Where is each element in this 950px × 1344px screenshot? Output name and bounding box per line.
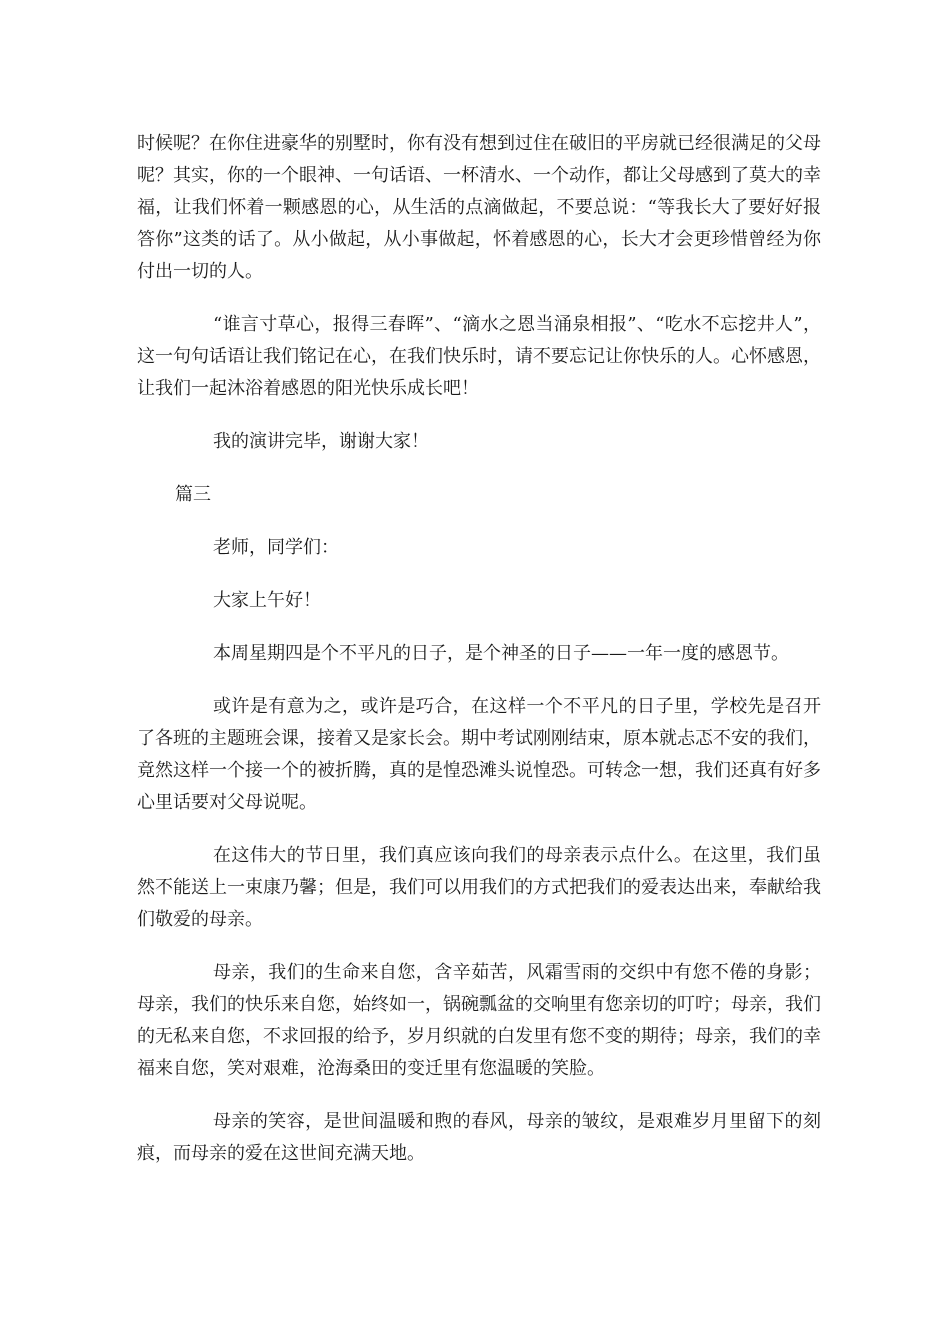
document-page — [137, 128, 821, 1191]
paragraph-body: 母亲，我们的生命来自您，含辛茹苦，风霜雪雨的交织中有您不倦的身影；母亲，我们的快乐来自您，始终如一，锅碗瓢盆的交响里有您亲切的叮咛；母亲，我们的无私来自您，不求回报的给予，岁月织就的白发里有您不变的期待；母亲，我们的幸福来自您，笑对艰难，沧海桑田的变迁里有您温暖的笑脸。 — [137, 962, 821, 1079]
paragraph-closing: 我的演讲完毕，谢谢大家！ — [213, 431, 429, 452]
paragraph-quotes: “谁言寸草心，报得三春晖”、“滴水之恩当涌泉相报”、“吃水不忘挖井人”，这一句句话语让我们铭记在心，在我们快乐时，请不要忘记让你快乐的人。心怀感恩，让我们一起沐浴着感恩的阳光快乐成长吧！ — [137, 314, 821, 399]
paragraph-salutation: 老师，同学们： — [213, 537, 339, 558]
section-heading: 篇三 — [175, 484, 211, 505]
paragraph-intro: 本周星期四是个不平凡的日子，是个神圣的日子——一年一度的感恩节。 — [213, 643, 789, 664]
paragraph-body: 母亲的笑容，是世间温暖和煦的春风，母亲的皱纹，是艰难岁月里留下的刻痕，而母亲的爱在这世间充满天地。 — [137, 1111, 821, 1164]
paragraph-continuation: 时候呢？在你住进豪华的别墅时，你有没有想到过住在破旧的平房就已经很满足的父母呢？其实，你的一个眼神、一句话语、一杯清水、一个动作，都让父母感到了莫大的幸福，让我们怀着一颗感恩的心，从生活的点滴做起，不要总说：“等我长大了要好好报答你”这类的话了。从小做起，从小事做起，怀着感恩的心，长大才会更珍惜曾经为你付出一切的人。 — [137, 133, 821, 282]
paragraph-greeting: 大家上午好！ — [213, 590, 321, 611]
paragraph-body: 或许是有意为之，或许是巧合，在这样一个不平凡的日子里，学校先是召开了各班的主题班会课，接着又是家长会。期中考试刚刚结束，原本就忐忑不安的我们，竟然这样一个接一个的被折腾，真的是惶恐滩头说惶恐。可转念一想，我们还真有好多心里话要对父母说呢。 — [137, 696, 821, 813]
paragraph-body: 在这伟大的节日里，我们真应该向我们的母亲表示点什么。在这里，我们虽然不能送上一束康乃馨；但是，我们可以用我们的方式把我们的爱表达出来，奉献给我们敬爱的母亲。 — [137, 845, 821, 930]
